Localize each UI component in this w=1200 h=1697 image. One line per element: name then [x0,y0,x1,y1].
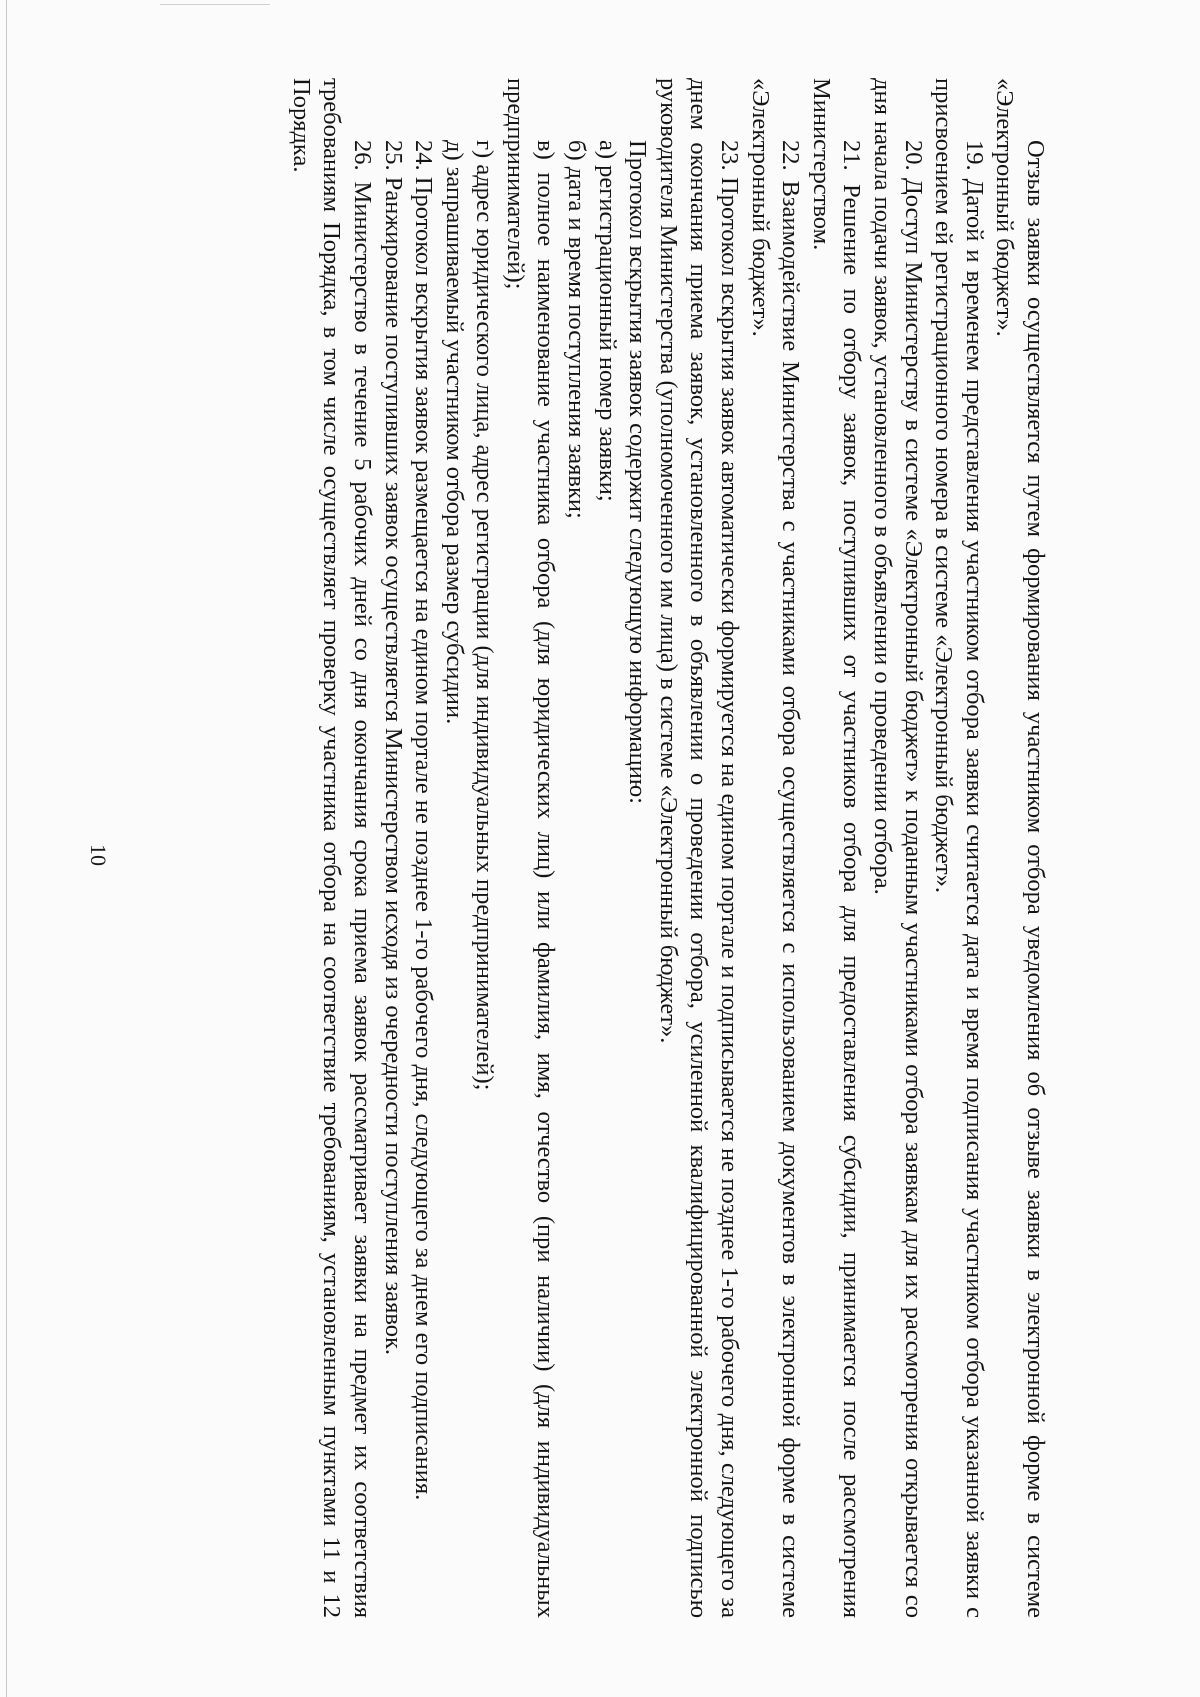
page-number: 10 [86,844,111,866]
list-item-d: д) запрашиваемый участником отбора размер субсидии. [440,140,468,725]
paragraph-24: 24. Протокол вскрытия заявок размещается на едином портале не позднее 1-го рабочего дня, следующего за днем его подписания. [410,140,438,1501]
paragraph-19: 19. Датой и временем представления участником отбора заявки считается дата и время подписания участником отбора указанной заявки с присвоением ей регистрационного номера в системе «Электронный бюджет». [930,78,988,1618]
list-item-a: а) регистрационный номер заявки; [593,140,621,502]
paragraph-23: 23. Протокол вскрытия заявок автоматически формируется на едином портале и подписывается не позднее 1-го рабочего дня, следующего за днем окончания приема заявок, установленного в объявлении о проведении отбора, усиленной квалифицированной электронной подписью руководителя Министерства (уполномоченного им лица) в системе «Электронный бюджет». [654,78,744,1618]
list-item-v: в) полное наименование участника отбора (для юридических лиц) или фамилия, имя, отчество (при наличии) (для индивидуальных предпринимателей); [501,78,560,1618]
paragraph-26: 26. Министерство в течение 5 рабочих дней со дня окончания срока приема заявок рассматривает заявки на предмет их соответствия требованиям Порядка, в том числе осуществляет проверку участника отбора на соответствие требованиям, установленным пунктами 11 и 12 Порядка. [287,78,376,1618]
scan-edge-left [6,0,7,1697]
paragraph-protocol-contents: Протокол вскрытия заявок содержит следующую информацию: [624,140,652,804]
paragraph-21: 21. Решение по отбору заявок, поступивших от участников отбора для предоставления субсидии, принимается после рассмотрения Министерством. [807,78,866,1618]
scan-edge-top [160,4,270,5]
paragraph-withdrawal: Отзыв заявки осуществляется путем формирования участником отбора уведомления об отзыве заявки в электронной форме в системе «Электронный бюджет». [991,78,1049,1618]
list-item-g: г) адрес юридического лица, адрес регистрации (для индивидуальных предпринимателей); [471,140,499,1091]
document-body [150,78,1050,1618]
paragraph-20: 20. Доступ Министерству в системе «Электронный бюджет» к поданным участниками отбора заявкам для их рассмотрения открывается со дня начала подачи заявок, установленного в объявлении о проведении отбора. [869,78,927,1618]
paragraph-25: 25. Ранжирование поступивших заявок осуществляется Министерством исходя из очередности поступления заявок. [379,140,407,1356]
list-item-b: б) дата и время поступления заявки; [563,140,591,519]
paragraph-22: 22. Взаимодействие Министерства с участниками отбора осуществляется с использованием документов в электронной форме в системе «Электронный бюджет». [746,78,805,1618]
